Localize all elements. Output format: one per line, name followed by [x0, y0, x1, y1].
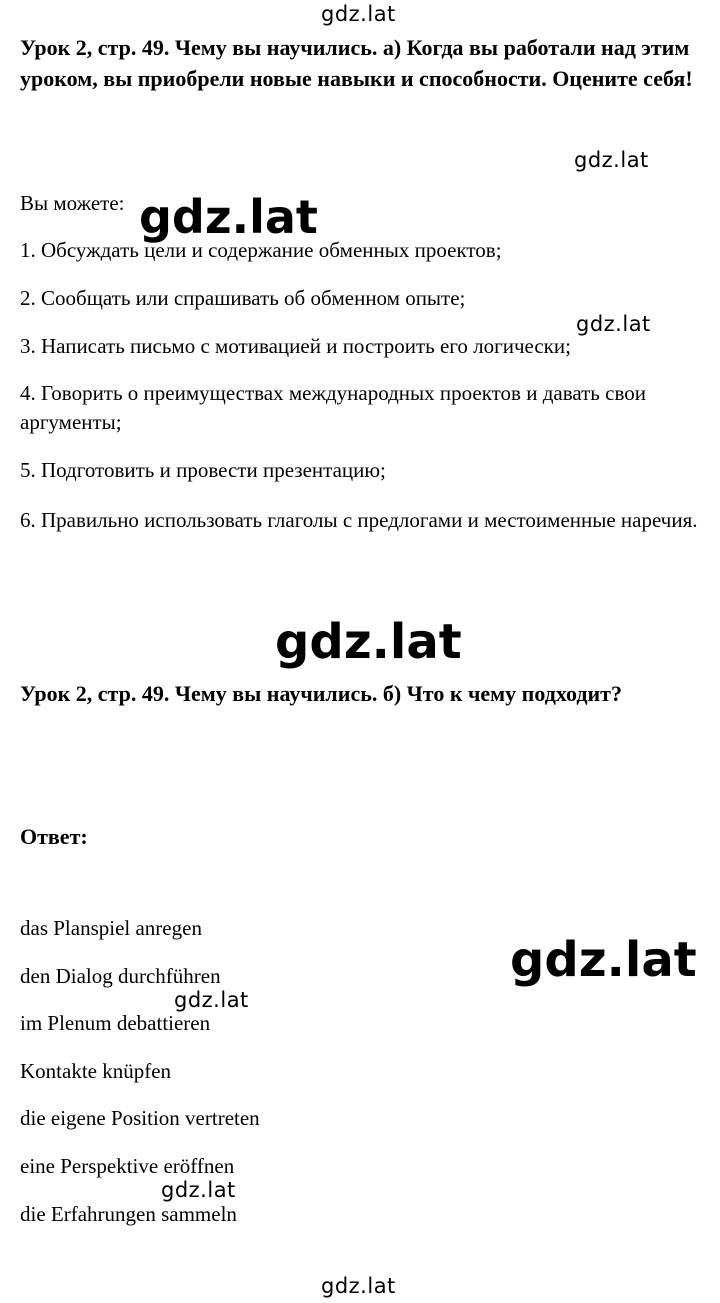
- list-item: den Dialog durchführen: [20, 964, 221, 988]
- list-item: 1. Обсуждать цели и содержание обменных проектов;: [20, 238, 502, 262]
- list-item: eine Perspektive eröffnen: [20, 1154, 235, 1178]
- list-item: 4. Говорить о преимуществах международных проектов и давать свои аргументы;: [20, 381, 646, 434]
- list-item: die Erfahrungen sammeln: [20, 1202, 237, 1226]
- watermark-text: gdz.lat: [161, 1178, 236, 1202]
- watermark-text: gdz.lat: [574, 148, 649, 172]
- section-b-heading: Урок 2, стр. 49. Чему вы научились. б) Что к чему подходит?: [20, 681, 622, 706]
- list-item: 5. Подготовить и провести презентацию;: [20, 458, 386, 482]
- list-item: 2. Сообщать или спрашивать об обменном опыте;: [20, 286, 466, 310]
- answer-label: Ответ:: [20, 824, 88, 849]
- watermark-text: gdz.lat: [139, 190, 318, 244]
- watermark-text: gdz.lat: [275, 614, 462, 670]
- list-item: 6. Правильно использовать глаголы с предлогами и местоименные наречия.: [20, 508, 698, 532]
- watermark-text: gdz.lat: [510, 932, 697, 988]
- section-a-heading: Урок 2, стр. 49. Чему вы научились. а) Когда вы работали над этим уроком, вы приобрели новые навыки и способности. Оцените себя!: [20, 35, 693, 91]
- list-item: das Planspiel anregen: [20, 916, 202, 940]
- list-item: 3. Написать письмо с мотивацией и построить его логически;: [20, 334, 571, 358]
- watermark-text: gdz.lat: [174, 988, 249, 1012]
- section-a-intro: Вы можете:: [20, 191, 125, 215]
- watermark-text: gdz.lat: [321, 1274, 396, 1298]
- list-item: Kontakte knüpfen: [20, 1059, 172, 1083]
- list-item: die eigene Position vertreten: [20, 1106, 260, 1130]
- list-item: im Plenum debattieren: [20, 1011, 211, 1035]
- watermark-text: gdz.lat: [576, 312, 651, 336]
- watermark-text: gdz.lat: [321, 2, 396, 26]
